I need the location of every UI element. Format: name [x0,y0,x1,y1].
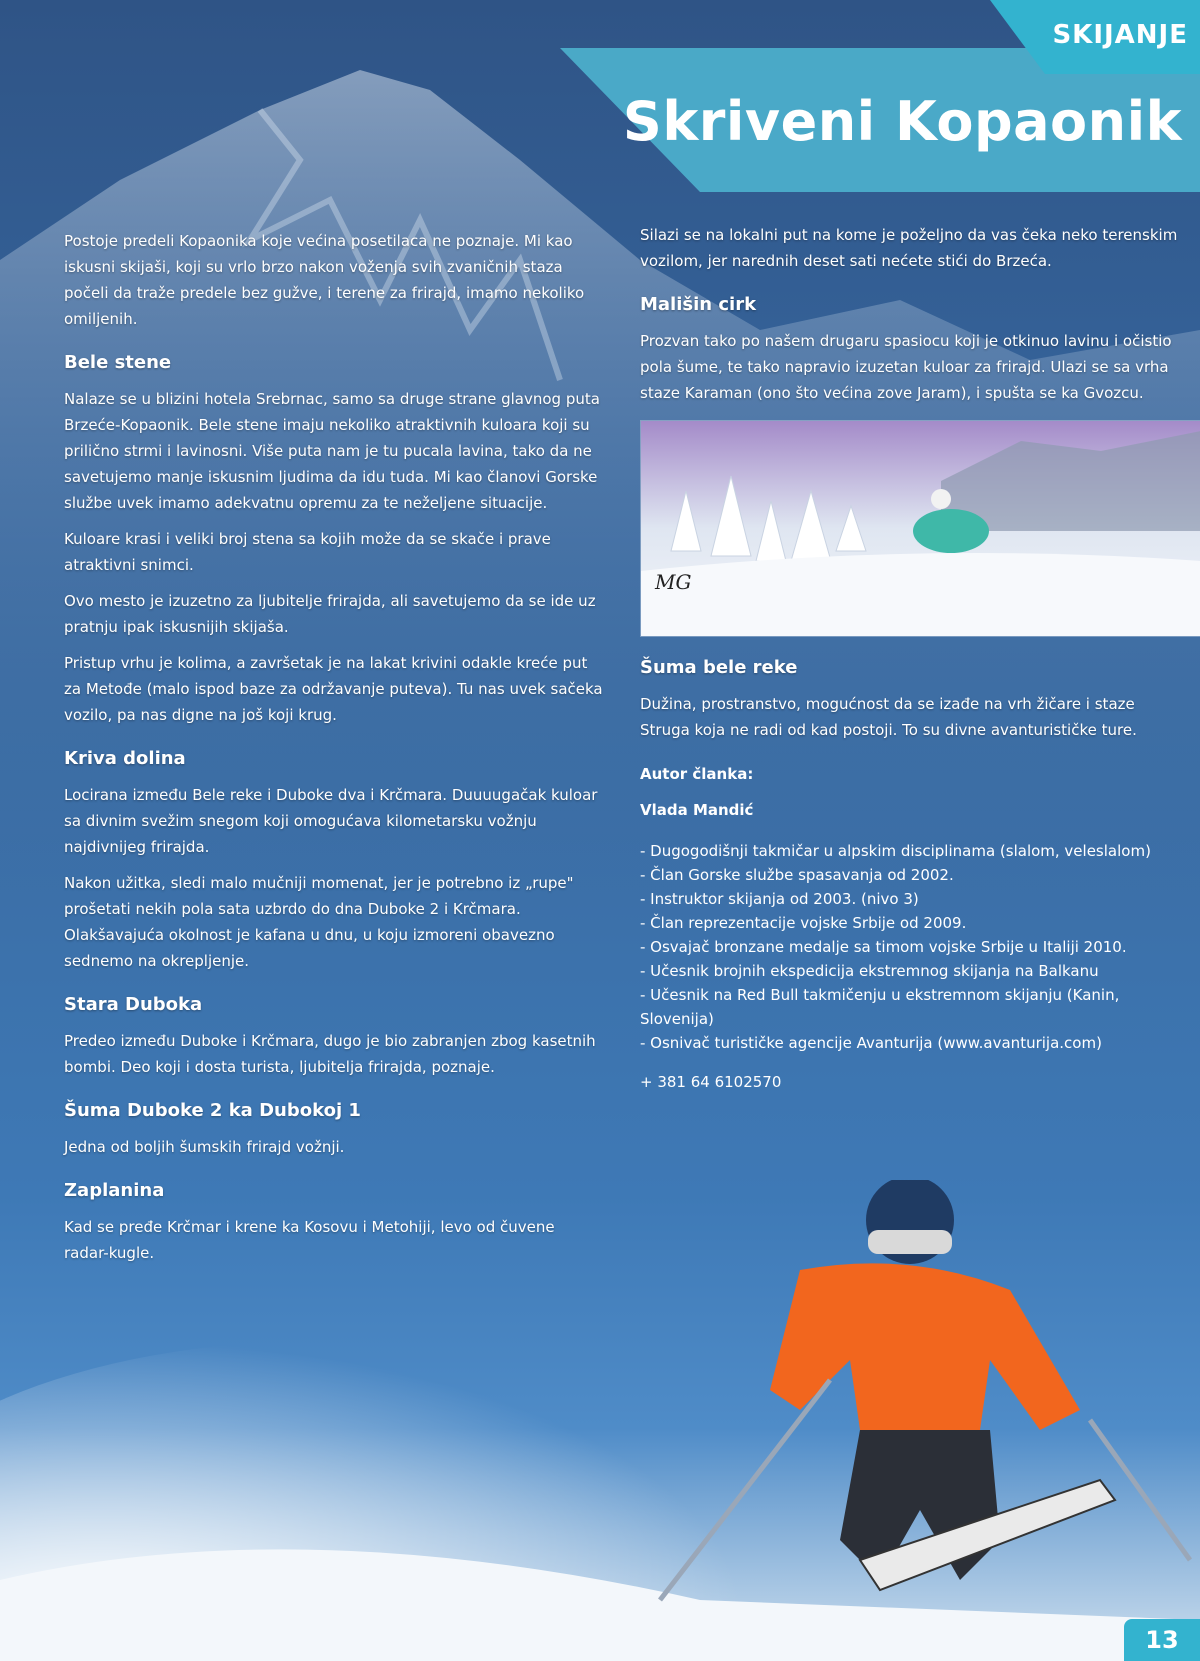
paragraph: Pristup vrhu je kolima, a završetak je na lakat krivini odakle kreće put za Metođe (malo ispod baze za održavanje puteva). Tu nas uvek sačeka vozilo, pa nas digne na još koji krug. [64,654,603,724]
left-column [64,228,604,1276]
list-item: - Član Gorske službe spasavanja od 2002. [640,866,954,884]
section-label: SKIJANJE [1052,20,1188,50]
intro-paragraph: Postoje predeli Kopaonika koje većina posetilaca ne poznaje. Mi kao iskusni skijaši, koji su vrlo brzo nakon voženja svih zvaničnih staza počeli da traže predele bez gužve, i terene za frirajd, imamo nekoliko omiljenih. [64,232,585,328]
list-item: - Dugogodišnji takmičar u alpskim disciplinama (slalom, veleslalom) [640,842,1151,860]
page-number: 13 [1124,1619,1200,1661]
paragraph: Nalaze se u blizini hotela Srebrnac, samo sa druge strane glavnog puta Brzeće-Kopaonik. Bele stene imaju nekoliko atraktivnih kuloara koji su prilično strmi i lavinosni. Više puta nam je tu pucala lavina, tako da ne savetujemo manje iskusnim ljudima da idu tuda. Mi kao članovi Gorske službe uvek imamo adekvatnu opremu za te neželjene situacije. [64,390,600,512]
paragraph: Predeo između Duboke i Krčmara, dugo je bio zabranjen zbog kasetnih bombi. Deo koji i dosta turista, ljubitelja frirajda, poznaje. [64,1032,596,1076]
author-name: Vlada Mandić [640,801,754,819]
paragraph: Prozvan tako po našem drugaru spasiocu koji je otkinuo lavinu i očistio pola šume, te tako napravio izuzetan kuloar za frirajd. Ulazi se sa vrha staze Karaman (ono što većina zove Jaram), i spušta se ka Gvozcu. [640,332,1172,402]
list-item: - Osnivač turističke agencije Avanturija (www.avanturija.com) [640,1034,1102,1052]
snowboarder-photo [640,420,1200,637]
paragraph: Kuloare krasi i veliki broj stena sa kojih može da se skače i prave atraktivni snimci. [64,530,551,574]
snowboarder-illustration [641,421,1200,636]
list-item: - Osvajač bronzane medalje sa timom vojske Srbije u Italiji 2010. [640,938,1127,956]
section-heading: Šuma Duboke 2 ka Dubokoj 1 [64,1100,361,1121]
paragraph: Dužina, prostranstvo, mogućnost da se izađe na vrh žičare i staze Struga koja ne radi od kad postoji. To su divne avanturističke ture. [640,695,1137,739]
list-item: - Učesnik brojnih ekspedicija ekstremnog skijanja na Balkanu [640,962,1099,980]
paragraph: Nakon užitka, sledi malo mučniji momenat, jer je potrebno iz „rupe" prošetati nekih pola sata uzbrdo do dna Duboke 2 i Krčmara. Olakšavajuća okolnost je kafana u dnu, u koju izmoreni obavezno sednemo na okrepljenje. [64,874,574,970]
paragraph: Locirana između Bele reke i Duboke dva i Krčmara. Duuuugačak kuloar sa divnim svežim snegom koji omogućava kilometarsku vožnju najdivnijeg frirajda. [64,786,598,856]
skier-illustration [0,1180,1200,1661]
paragraph: Kad se pređe Krčmar i krene ka Kosovu i Metohiji, levo od čuvene radar-kugle. [64,1218,555,1262]
section-heading: Kriva dolina [64,748,186,769]
paragraph: Ovo mesto je izuzetno za ljubitelje frirajda, ali savetujemo da se ide uz pratnju ipak iskusnijih skijaša. [64,592,596,636]
intro-paragraph: Silazi se na lokalni put na kome je poželjno da vas čeka neko terenskim vozilom, jer narednih deset sati nećete stići do Brzeća. [640,226,1178,270]
paragraph: Jedna od boljih šumskih frirajd vožnji. [64,1138,345,1156]
section-heading: Zaplanina [64,1180,165,1201]
section-heading: Bele stene [64,352,172,373]
author-label: Autor članka: [640,765,754,783]
page-title: Skriveni Kopaonik [622,90,1182,153]
author-bio-list [640,839,1180,1055]
author-phone: + 381 64 6102570 [640,1073,782,1091]
section-heading: Šuma bele reke [640,657,798,678]
list-item: - Učesnik na Red Bull takmičenju u ekstremnom skijanju (Kanin, Slovenija) [640,986,1120,1028]
list-item: - Član reprezentacije vojske Srbije od 2009. [640,914,967,932]
section-heading: Stara Duboka [64,994,203,1015]
section-heading: Mališin cirk [640,294,757,315]
list-item: - Instruktor skijanja od 2003. (nivo 3) [640,890,919,908]
right-column [640,222,1180,1095]
photographer-signature: MG [655,570,692,594]
